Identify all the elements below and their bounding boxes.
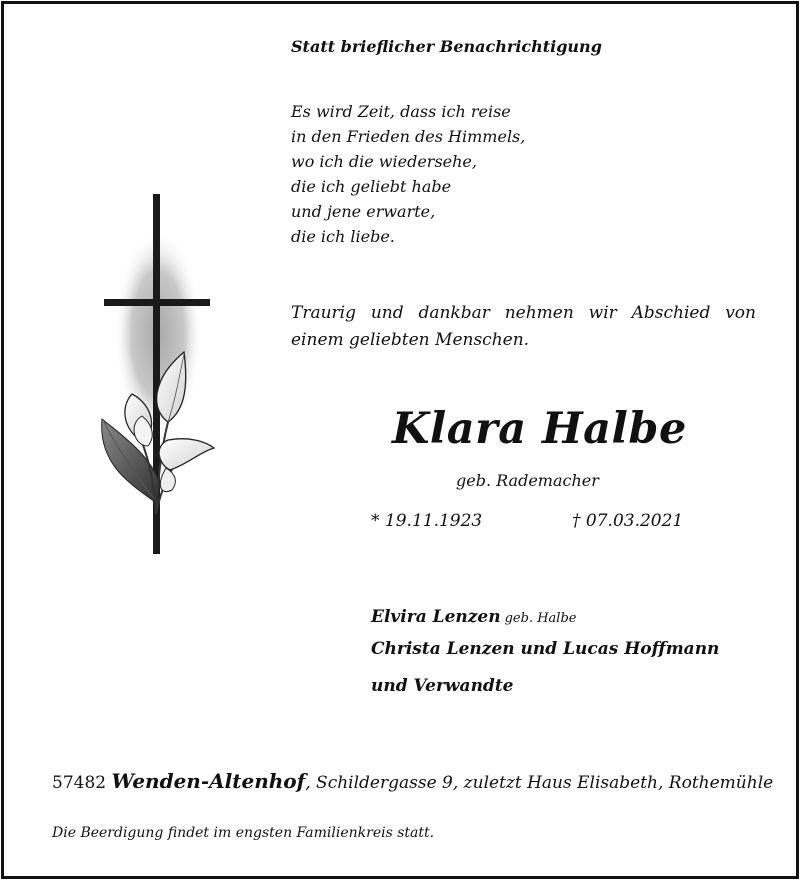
mourner-line: Christa Lenzen und Lucas Hoffmann <box>371 639 720 659</box>
poem-line: die ich geliebt habe <box>291 177 452 196</box>
mourner-name: Elvira Lenzen <box>371 607 501 627</box>
headline: Statt brieflicher Benachrichtigung <box>291 37 602 56</box>
maiden-name: geb. Rademacher <box>456 471 599 490</box>
poem-line: in den Frieden des Himmels, <box>291 127 526 146</box>
address-details: , Schildergasse 9, zuletzt Haus Elisabeth, Rothemühle <box>305 773 774 793</box>
farewell-text: Traurig und dankbar nehmen wir Abschied von einem geliebten Menschen. <box>291 303 756 350</box>
mourner-note: geb. Halbe <box>504 611 577 626</box>
poem-line: die ich liebe. <box>291 227 395 246</box>
cross-with-calla-lilies-icon <box>90 184 230 564</box>
obituary-frame <box>1 1 799 879</box>
poem-line: Es wird Zeit, dass ich reise <box>291 102 511 121</box>
mourner-line <box>371 607 576 627</box>
deceased-name: Klara Halbe <box>392 404 687 454</box>
address-city: Wenden-Altenhof <box>111 769 306 793</box>
address-line <box>52 769 773 793</box>
poem <box>291 99 525 249</box>
death-date: † 07.03.2021 <box>572 511 684 531</box>
funeral-note: Die Beerdigung findet im engsten Familienkreis statt. <box>52 825 435 841</box>
poem-line: und jene erwarte, <box>291 202 436 221</box>
birth-date: * 19.11.1923 <box>371 511 483 531</box>
address-zip: 57482 <box>52 773 107 793</box>
poem-line: wo ich die wiedersehe, <box>291 152 477 171</box>
mourner-line: und Verwandte <box>371 676 514 696</box>
